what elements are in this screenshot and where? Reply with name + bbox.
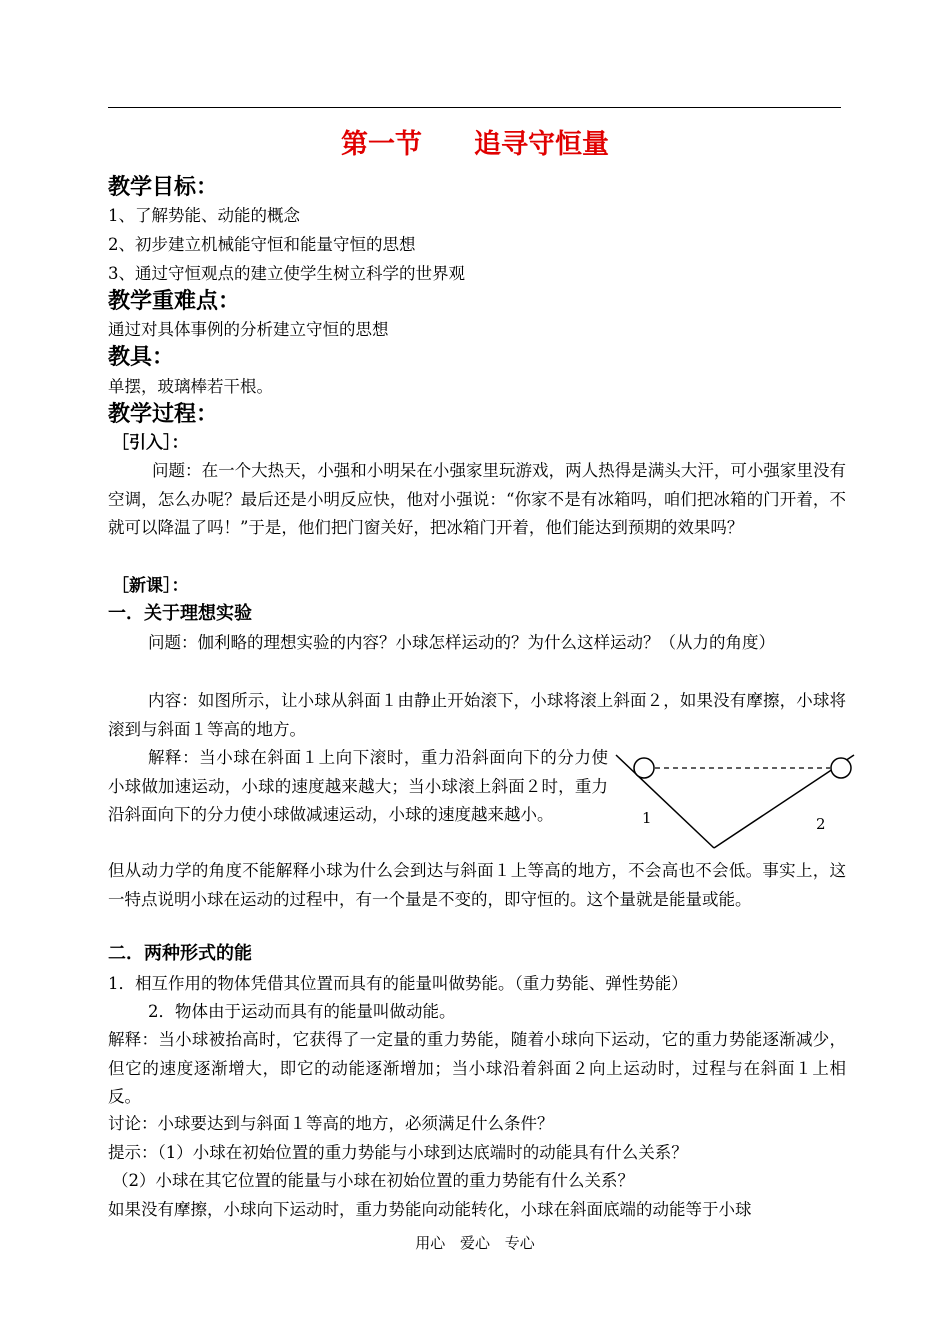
section1-heading: 一．关于理想实验	[108, 603, 252, 624]
ball-end	[831, 758, 851, 778]
header-rule	[108, 107, 841, 108]
s1-explain: 解释：当小球在斜面１上向下滚时，重力沿斜面向下的分力使小球做加速运动，小球的速度越来越大；当小球滚上斜面２时，重力沿斜面向下的分力使小球做减速运动，小球的速度越来越小。	[108, 748, 608, 825]
incline-1-line	[616, 755, 714, 848]
s1-more: 但从动力学的角度不能解释小球为什么会到达与斜面１上等高的地方，不会高也不会低。事实上，这一特点说明小球在运动的过程中，有一个量是不变的，即守恒的。这个量就是能量或能。	[108, 861, 846, 909]
key-points-heading: 教学重难点：	[108, 289, 241, 314]
s1-question: 问题：伽利略的理想实验的内容？小球怎样运动的？为什么这样运动？（从力的角度）	[148, 633, 775, 652]
process-heading: 教学过程：	[108, 402, 219, 427]
s1-content: 内容：如图所示，让小球从斜面１由静止开始滚下，小球将滚上斜面２，如果没有摩擦，小球将滚到与斜面１等高的地方。	[108, 691, 846, 739]
s2-explain: 解释：当小球被抬高时，它获得了一定量的重力势能，随着小球向下运动，它的重力势能逐渐减少，但它的速度逐渐增大，即它的动能逐渐增加；当小球沿着斜面２向上运动时，过程与在斜面１上相反。	[108, 1030, 846, 1107]
incline-label-1: 1	[642, 809, 652, 827]
incline-label-2: 2	[816, 815, 826, 833]
objectives-heading: 教学目标：	[108, 175, 219, 200]
s2-item1: 1．相互作用的物体凭借其位置而具有的能量叫做势能。（重力势能、弹性势能）	[108, 974, 688, 993]
section2-heading: 二．两种形式的能	[108, 943, 252, 964]
s2-discuss: 讨论：小球要达到与斜面１等高的地方，必须满足什么条件？	[108, 1114, 554, 1133]
intro-paragraph: 问题：在一个大热天，小强和小明呆在小强家里玩游戏，两人热得是满头大汗，可小强家里没有空调，怎么办呢？最后还是小明反应快，他对小强说：“你家不是有冰箱吗，咱们把冰箱的门开着，不就可以降温了吗！”于是，他们把门窗关好，把冰箱门开着，他们能达到预期的效果吗？	[108, 461, 846, 538]
s2-hint: 提示：（1）小球在初始位置的重力势能与小球到达底端时的动能具有什么关系？	[108, 1143, 688, 1162]
s2-last: 如果没有摩擦，小球向下运动时，重力势能向动能转化，小球在斜面底端的动能等于小球	[108, 1200, 752, 1219]
objective-item: 3、通过守恒观点的建立使学生树立科学的世界观	[108, 264, 465, 283]
page-title	[0, 128, 950, 162]
page-footer: 用心 爱心 专心	[415, 1234, 535, 1252]
incline-diagram	[610, 745, 856, 855]
objective-item: 1、了解势能、动能的概念	[108, 206, 300, 225]
s2-item2: 2．物体由于运动而具有的能量叫做动能。	[148, 1002, 456, 1021]
tools-heading: 教具：	[108, 345, 175, 370]
key-points-text: 通过对具体事例的分析建立守恒的思想	[108, 320, 389, 339]
title-part1: 第一节	[341, 129, 422, 160]
intro-tag: ［引入］：	[112, 433, 189, 453]
ball-start	[634, 758, 654, 778]
s2-hint2: （2）小球在其它位置的能量与小球在初始位置的重力势能有什么关系？	[112, 1171, 634, 1190]
title-part2: 追寻守恒量	[474, 129, 609, 160]
tools-text: 单摆，玻璃棒若干根。	[108, 377, 273, 396]
newlesson-tag: ［新课］：	[112, 576, 189, 596]
objective-item: 2、初步建立机械能守恒和能量守恒的思想	[108, 235, 416, 254]
